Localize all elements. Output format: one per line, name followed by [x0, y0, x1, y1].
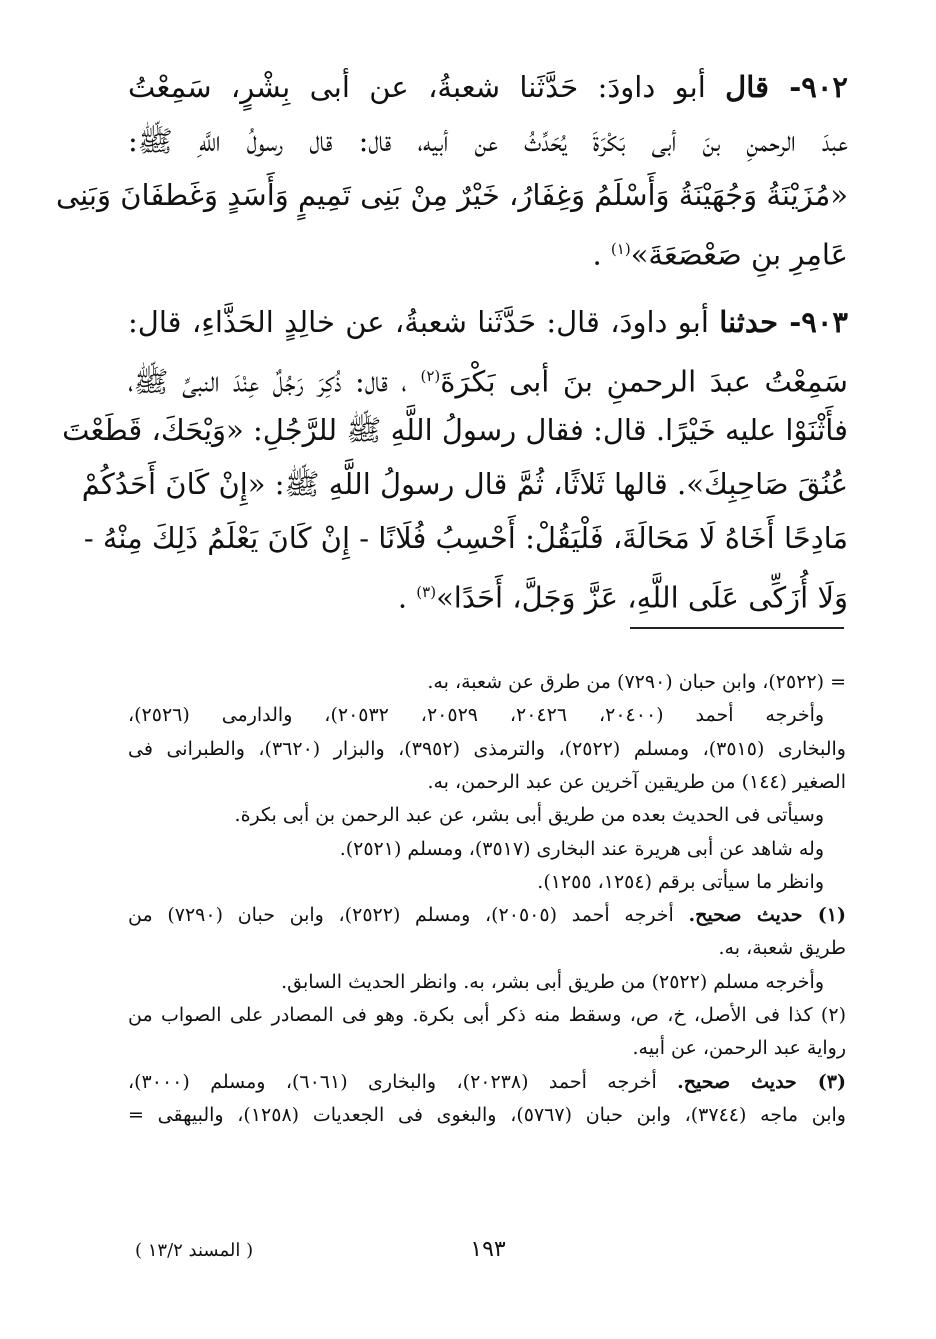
hadith-902-line [128, 222, 848, 276]
footnote-line [128, 1032, 846, 1065]
footnote-text: (٢) كذا فى الأصل، خ، ص، وسقط منه ذكر أبى بكرة. وهو فى المصادر على الصواب من [128, 1004, 846, 1026]
footnote-line [128, 932, 846, 965]
footnote-line [128, 999, 846, 1032]
footnote-marker: (١) [610, 240, 631, 258]
footnote-grade: (٣) حديث صحيح. [677, 1071, 846, 1093]
hadith-903-text: أبو داودَ، قال: حَدَّثَنا شعبةُ، عن خالِدٍ الحَذَّاءِ، قال: [128, 305, 720, 339]
footnote-marker: (٣) [416, 583, 437, 601]
page-number: ١٩٣ [470, 1237, 506, 1262]
hadith-902-line [56, 168, 848, 222]
hadith-902-line [128, 60, 848, 114]
hadith-903-line [128, 295, 848, 349]
hadith-903-text: وَلَا أُزَكِّى عَلَى اللَّهِ، عَزَّ وَجَلَّ، أَحَدًا» [436, 580, 848, 615]
footnote-text: الصغير (١٤٤) من طريقين آخرين عن عبد الرحمن، به. [427, 771, 846, 793]
hadith-903-number: ٩٠٣- [778, 305, 848, 339]
running-footer: ( المسند ١٣/٢ ) [135, 1240, 254, 1261]
hadith-903-text-tail: ، قال: ذُكِرَ رَجُلٌ عِنْدَ النبىِّ ﷺ، [128, 364, 421, 399]
footnote-line [128, 699, 824, 732]
footnote-line [128, 866, 824, 899]
hadith-903-line [128, 349, 848, 403]
footnote-text: وله شاهد عن أبى هريرة عند البخارى (٣٥١٧)، ومسلم (٢٥٢١). [339, 838, 824, 860]
footnote-text: والبخارى (٣٥١٥)، ومسلم (٢٥٢٢)، والترمذى (٣٩٥٢)، والبزار (٣٦٢٠)، والطبرانى فى [128, 738, 846, 760]
footnote-text: وانظر ما سيأتى برقم (١٢٥٤، ١٢٥٥). [537, 871, 824, 893]
hadith-903-line [83, 511, 848, 565]
hadith-902-number: ٩٠٢- [768, 70, 848, 104]
hadith-903-text: مَادِحًا أَخَاهُ لَا مَحَالَةَ، فَلْيَقُلْ: أَحْسِبُ فُلَانًا - إِنْ كَانَ يَعْلَمُ ذَلِكَ مِنْهُ - [83, 521, 848, 555]
footnote-line [128, 799, 824, 832]
hadith-903-line [81, 457, 848, 511]
hadith-902-text-tail: . [592, 237, 611, 272]
footnote-line [128, 766, 846, 799]
hadith-903-text-tail: . [397, 580, 417, 615]
footnote-marker: (٢) [420, 367, 441, 385]
hadith-903-opening-word: حدثنا [719, 305, 779, 339]
footnote-text: رواية عبد الرحمن، عن أبيه. [632, 1037, 846, 1059]
hadith-903-text: سَمِعْتُ عبدَ الرحمنِ بنَ أبى بَكْرَةَ [440, 364, 848, 399]
footnote-text: أخرجه أحمد (٢٠٢٣٨)، والبخارى (٦٠٦١)، ومسلم (٣٠٠٠)، [128, 1071, 678, 1093]
footnote-text: أخرجه أحمد (٢٠٥٠٥)، ومسلم (٢٥٢٢)، وابن حبان (٧٢٩٠) من [128, 904, 689, 926]
footnote-text: وأخرجه أحمد (٢٠٤٠٠، ٢٠٤٢٦، ٢٠٥٢٩، ٢٠٥٣٢)، والدارمى (٢٥٢٦)، [128, 704, 825, 726]
footnote-grade: (١) حديث صحيح. [688, 904, 846, 926]
footnote-text: طريق شعبة، به. [718, 937, 846, 959]
hadith-902-text: عبدَ الرحمنِ بنَ أبى بَكْرَةَ يُحَدِّثُ عن أبيه، قال: قال رسولُ اللَّهِ ﷺ: [128, 124, 848, 158]
hadith-903-line [62, 403, 848, 457]
hadith-902-text: أبو داودَ: حَدَّثَنا شعبةُ، عن أبى بِشْرٍ، سَمِعْتُ [128, 70, 726, 104]
footnote-text: وسيأتى فى الحديث بعده من طريق أبى بشر، عن عبد الرحمن بن أبى بكرة. [234, 804, 824, 826]
footnote-text: وابن ماجه (٣٧٤٤)، وابن حبان (٥٧٦٧)، والبغوى فى الجعديات (١٢٥٨)، والبيهقى = [128, 1104, 846, 1126]
footnote-line [128, 966, 824, 999]
hadith-902-text: عَامِرِ بنِ صَعْصَعَةَ» [630, 237, 848, 272]
footnote-separator [630, 627, 844, 629]
footnote-line [128, 899, 846, 932]
footnote-text: وأخرجه مسلم (٢٥٢٢) من طريق أبى بشر، به. وانظر الحديث السابق. [281, 971, 824, 993]
footnote-text: = (٢٥٢٢)، وابن حبان (٧٢٩٠) من طرق عن شعبة، به. [427, 671, 846, 693]
hadith-902-opening-word: قال [725, 70, 769, 104]
hadith-903-text: فأَثْنَوْا عليه خَيْرًا. قال: فقال رسولُ اللَّهِ ﷺ للرَّجُلِ: «وَيْحَكَ، قَطَعْتَ [62, 413, 848, 447]
footnote-line [128, 666, 846, 699]
hadith-902-text: «مُزَيْنَةُ وَجُهَيْنَةُ وَأَسْلَمُ وَغِفَارُ، خَيْرٌ مِنْ بَنِى تَمِيمٍ وَأَسَدٍ وَغَطفَانَ وَبَنِى [56, 178, 848, 212]
footnote-line [128, 833, 824, 866]
footnote-line [128, 1099, 846, 1132]
hadith-903-line [128, 565, 848, 619]
hadith-903-text: عُنُقَ صَاحِبِكَ». قالها ثَلاثًا، ثُمَّ قال رسولُ اللَّهِ ﷺ: «إِنْ كَانَ أَحَدُكُمْ [81, 467, 848, 501]
footnote-line [128, 733, 846, 766]
hadith-902-line [128, 114, 848, 168]
footnote-line [128, 1066, 846, 1099]
